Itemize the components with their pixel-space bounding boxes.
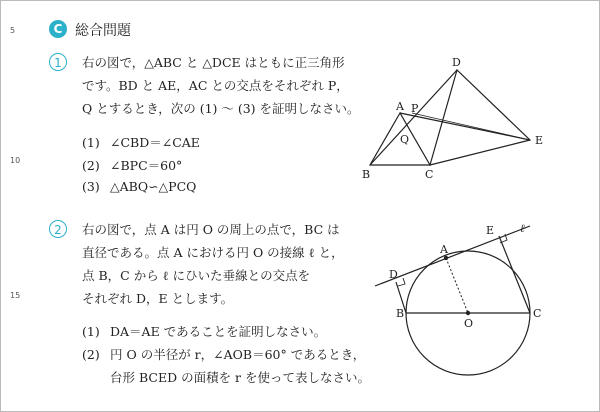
label-C: C (425, 168, 434, 181)
label-Q: Q (400, 133, 410, 146)
label-E: E (535, 134, 544, 147)
item-label: (1) (82, 324, 100, 339)
line-number-10: 10 (10, 156, 21, 165)
section-title: 総合問題 (75, 23, 131, 39)
point-A-dot (444, 256, 448, 260)
point-O-dot (466, 311, 470, 315)
problem-2-line-3: 点 B，C から ℓ にひいた垂線との交点を (82, 268, 311, 283)
problem-1-line-3: Q とするとき，次の (1) ～ (3) を証明しなさい。 (82, 101, 360, 116)
label-A2: A (440, 243, 448, 256)
item-text: ∠CBD＝∠CAE (110, 135, 200, 150)
item-label: (2) (82, 347, 100, 362)
label-E2: E (486, 224, 495, 237)
item-text: △ABQ∽△PCQ (110, 179, 197, 194)
item-label: (2) (82, 158, 100, 173)
label-C2: C (533, 307, 542, 320)
item-text: 台形 BCED の面積を r を使って表しなさい。 (110, 370, 370, 385)
label-B2: B (396, 307, 405, 320)
item-text: ∠BPC＝60° (110, 158, 183, 173)
item-label: (1) (82, 135, 100, 150)
problem-1-line-2: です。BD と AE，AC との交点をそれぞれ P， (82, 78, 349, 93)
section-badge: C (49, 20, 67, 38)
problem-2-number: 2 (49, 220, 67, 238)
label-P: P (411, 102, 419, 115)
label-D2: D (389, 268, 398, 281)
problem-2-line-1: 右の図で，点 A は円 O の周上の点で，BC は (82, 222, 340, 237)
label-A: A (396, 100, 404, 113)
label-O: O (464, 317, 474, 330)
problem-1-line-1: 右の図で，△ABC と △DCE はともに正三角形 (82, 55, 345, 70)
item-text: DA＝AE であることを証明しなさい。 (110, 324, 327, 339)
item-text: 円 O の半径が r，∠AOB＝60° であるとき， (110, 347, 366, 362)
problem-1-number: 1 (49, 53, 67, 71)
problem-2-line-4: それぞれ D，E とします。 (82, 291, 234, 306)
label-D: D (452, 56, 461, 69)
line-number-15: 15 (10, 291, 21, 300)
label-B: B (362, 168, 371, 181)
label-l: ℓ (520, 222, 525, 235)
problem-2-line-2: 直径である。点 A における円 O の接線 ℓ と， (82, 245, 344, 260)
item-label: (3) (82, 179, 100, 194)
line-number-5: 5 (10, 26, 16, 35)
